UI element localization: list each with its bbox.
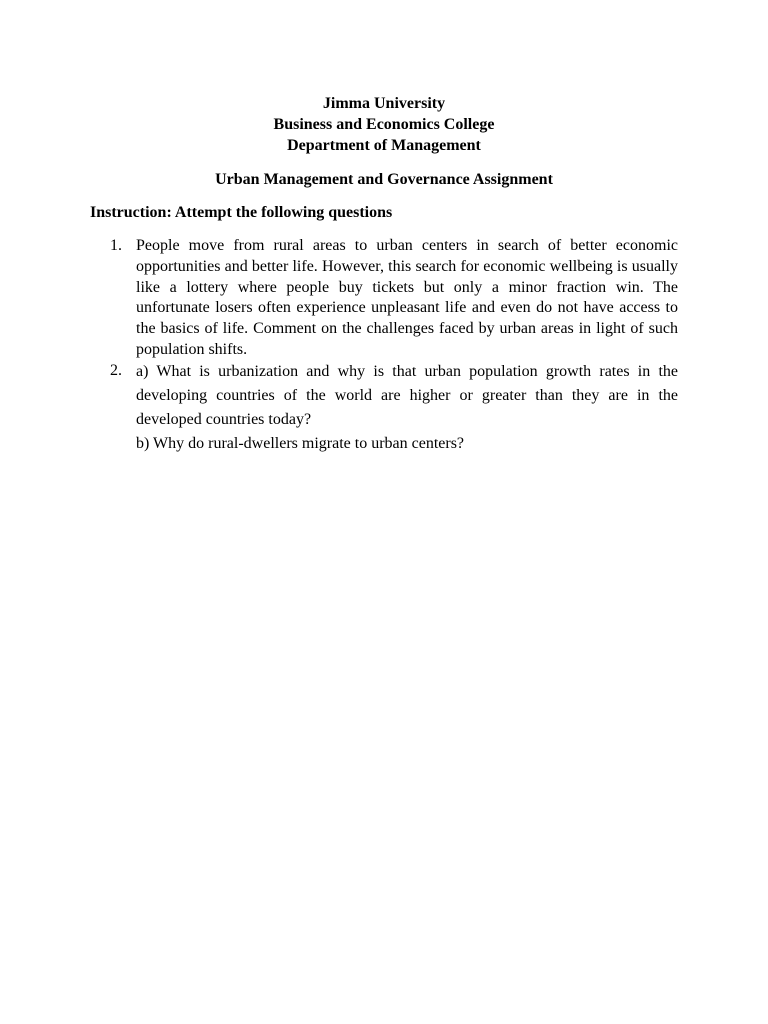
question-number: 1.	[110, 237, 122, 254]
question-part-b: b) Why do rural-dwellers migrate to urban centers?	[136, 435, 465, 452]
assignment-title: Urban Management and Governance Assignment	[215, 171, 553, 188]
question-number: 2.	[110, 362, 122, 379]
department-name: Department of Management	[287, 137, 481, 154]
question-text: People move from rural areas to urban centers in search of better economic opportunities and better life. However, this search for economic wellbeing is usually like a lottery where people buy tickets but only a minor fraction win. The unfortunate losers often experience unpleasant life and even do not have access to the basics of life. Comment on the challenges faced by urban areas in light of such population shifts.	[136, 237, 678, 358]
question-part-a: a) What is urbanization and why is that urban population growth rates in the developing countries of the world are higher or greater than they are in the developed countries today?	[136, 363, 678, 428]
college-name: Business and Economics College	[273, 116, 495, 133]
instruction-heading: Instruction: Attempt the following questions	[90, 204, 393, 221]
university-name: Jimma University	[322, 95, 446, 112]
